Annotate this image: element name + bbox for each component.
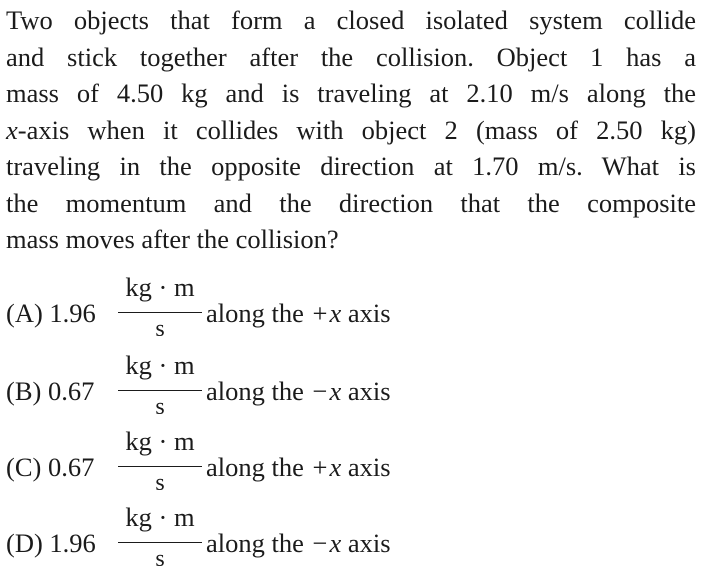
- unit-fraction: [118, 272, 202, 352]
- unit-fraction: [118, 350, 202, 430]
- direction-text: along the: [206, 452, 304, 482]
- question-line: Two objects that form a closed isolated system collide: [6, 5, 696, 35]
- answer-option-a[interactable]: [6, 272, 506, 352]
- unit-numerator: kg · m: [125, 350, 195, 380]
- option-direction: [206, 376, 391, 407]
- direction-sign: −: [312, 528, 328, 558]
- answer-option-d[interactable]: [6, 502, 506, 582]
- axis-variable: x: [329, 528, 342, 558]
- unit-denominator: s: [155, 316, 165, 342]
- option-direction: [206, 298, 391, 329]
- axis-variable: x: [329, 298, 342, 328]
- unit-numerator: kg · m: [125, 272, 195, 302]
- answer-option-c[interactable]: [6, 426, 506, 506]
- option-direction: [206, 528, 391, 559]
- question-line-italic: x: [6, 114, 18, 145]
- axis-variable: x: [329, 452, 342, 482]
- option-letter: (A): [6, 298, 43, 328]
- unit-denominator: s: [155, 394, 165, 420]
- direction-text: along the: [206, 528, 304, 558]
- axis-variable: x: [329, 376, 342, 406]
- option-label: [6, 376, 94, 407]
- fraction-bar: [118, 312, 202, 313]
- direction-text: along the: [206, 298, 304, 328]
- question-line: mass of 4.50 kg and is traveling at 2.10 m/s along the: [6, 78, 696, 108]
- direction-sign: −: [312, 376, 328, 406]
- option-letter: (B): [6, 376, 42, 406]
- direction-sign: +: [312, 298, 328, 328]
- option-letter: (D): [6, 528, 43, 558]
- unit-numerator: kg · m: [125, 502, 195, 532]
- axis-word: axis: [347, 376, 391, 406]
- question-line: and stick together after the collision. Object 1 has a: [6, 41, 696, 72]
- question-line: traveling in the opposite direction at 1.70 m/s. What is: [6, 151, 696, 181]
- question-line: [6, 112, 696, 149]
- unit-denominator: s: [155, 470, 165, 496]
- direction-sign: +: [312, 452, 328, 482]
- option-value: 0.67: [47, 452, 95, 482]
- unit-fraction: [118, 426, 202, 506]
- fraction-bar: [118, 542, 202, 543]
- question-line: the momentum and the direction that the composite: [6, 187, 696, 218]
- question-text: [6, 2, 696, 258]
- question-line-rest: -axis when it collides with object 2 (mass of 2.50 kg): [17, 114, 696, 145]
- axis-word: axis: [347, 298, 391, 328]
- unit-numerator: kg · m: [125, 426, 195, 456]
- fraction-bar: [118, 390, 202, 391]
- direction-text: along the: [206, 376, 304, 406]
- axis-word: axis: [347, 452, 391, 482]
- option-direction: [206, 452, 391, 483]
- option-value: 1.96: [49, 298, 96, 328]
- unit-fraction: [118, 502, 202, 582]
- option-value: 1.96: [49, 528, 96, 558]
- axis-word: axis: [347, 528, 391, 558]
- unit-denominator: s: [155, 546, 165, 572]
- answer-option-b[interactable]: [6, 350, 506, 430]
- option-label: [6, 452, 94, 483]
- option-value: 0.67: [47, 376, 95, 406]
- fraction-bar: [118, 466, 202, 467]
- option-label: [6, 298, 96, 329]
- option-label: [6, 528, 96, 559]
- question-line: mass moves after the collision?: [6, 224, 339, 254]
- option-letter: (C): [6, 452, 42, 482]
